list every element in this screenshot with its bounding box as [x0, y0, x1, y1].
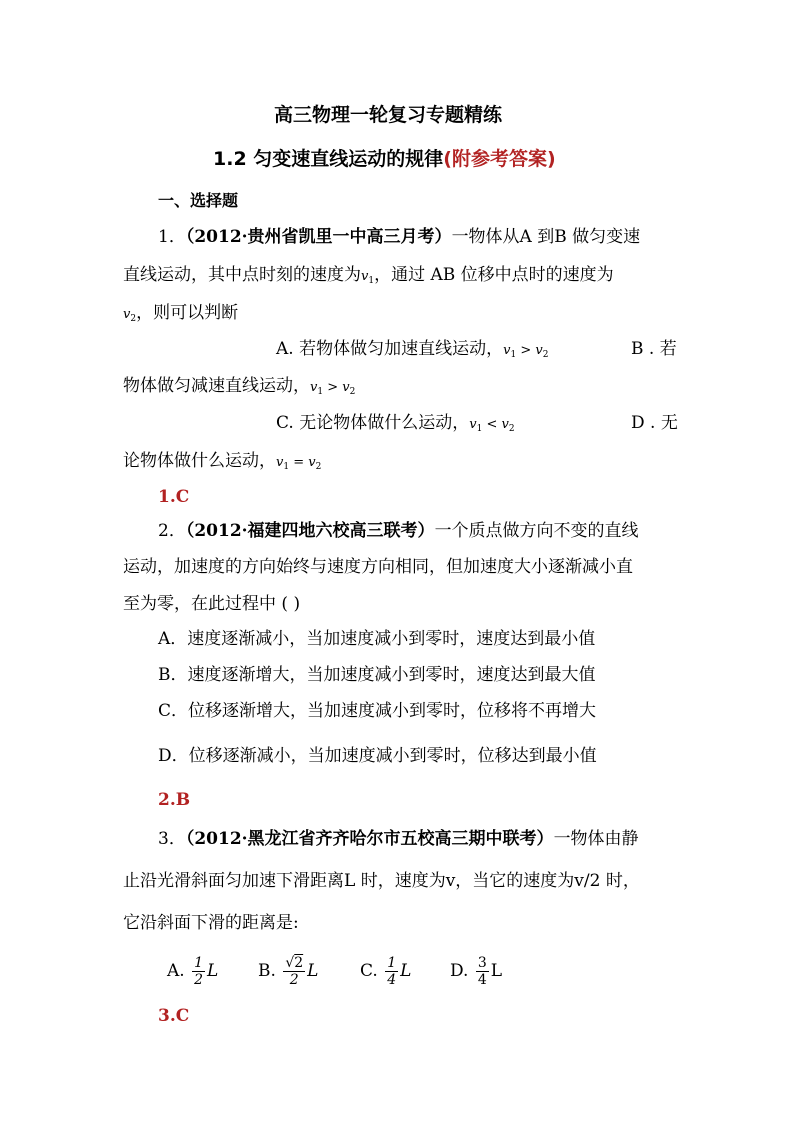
q3-line1: 3．（2012·黑龙江省齐齐哈尔市五校高三期中联考）一物体由静	[158, 829, 639, 849]
q2-line3: 至为零，在此过程中 ( )	[123, 594, 301, 614]
v2-symbol: $v_2$	[123, 307, 137, 324]
subtitle-main: 1.2 匀变速直线运动的规律	[213, 148, 444, 170]
q2-line1: 2．（2012·福建四地六校高三联考）一个质点做方向不变的直线	[158, 521, 639, 541]
q3-answer: 3.C	[158, 1006, 190, 1026]
q2-option-c: C．位移逐渐增大，当加速度减小到零时，位移将不再增大	[158, 701, 597, 721]
q3-option-a: A. $\frac{1}{2}$ L	[167, 955, 219, 988]
q1-line1: 1．（2012·贵州省凯里一中高三月考）一物体从A 到B 做匀变速	[158, 227, 641, 247]
q3-line2: 止沿光滑斜面匀加速下滑距离L 时，速度为v，当它的速度为v/2 时，	[123, 871, 640, 891]
q2-option-a: A．速度逐渐减小，当加速度减小到零时，速度达到最小值	[158, 629, 596, 649]
q1-line3: $v_2$，则可以判断	[123, 303, 239, 324]
q2-option-d: D．位移逐渐减小，当加速度减小到零时，位移达到最小值	[158, 746, 597, 766]
q3-line3: 它沿斜面下滑的距离是:	[123, 913, 299, 933]
q1-option-a: A. 若物体做匀加速直线运动，$v_1 > v_2$	[276, 339, 549, 360]
q2-line2: 运动，加速度的方向始终与速度方向相同，但加速度大小逐渐减小直	[123, 557, 633, 577]
q1-option-b-start: B . 若	[631, 339, 677, 359]
page-title: 高三物理一轮复习专题精练	[274, 104, 503, 126]
q1-answer: 1.C	[158, 487, 190, 507]
q3-option-d: D. $\frac{3}{4}$ L	[450, 955, 503, 988]
fraction-three-quarter: $\frac{3}{4}$	[477, 955, 487, 988]
q3-option-c: C. $\frac{1}{4}$ L	[360, 955, 412, 988]
fraction-quarter: $\frac{1}{4}$	[387, 955, 397, 988]
fraction-half: $\frac{1}{2}$	[194, 955, 204, 988]
q2-option-b: B．速度逐渐增大，当加速度减小到零时，速度达到最大值	[158, 665, 596, 685]
q1-option-d-end: 论物体做什么运动，$v_1 = v_2$	[123, 451, 322, 472]
q1-option-b-end: 物体做匀减速直线运动，$v_1 > v_2$	[123, 376, 356, 397]
q1-line2: 直线运动，其中点时刻的速度为$v_1$，通过 AB 位移中点时的速度为	[123, 265, 614, 286]
section-heading: 一、选择题	[158, 191, 239, 210]
v1-symbol: $v_1$	[361, 269, 375, 286]
fraction-root2-half: $\frac{√2}{2}$	[285, 955, 304, 988]
q1-option-c: C. 无论物体做什么运动，$v_1 < v_2$	[276, 413, 515, 434]
page-subtitle	[213, 148, 556, 170]
q3-option-b: B. $\frac{√2}{2}$ L	[258, 955, 319, 988]
subtitle-note: (附参考答案)	[443, 148, 556, 170]
q2-answer: 2.B	[158, 790, 191, 810]
q1-option-d-start: D . 无	[631, 413, 678, 433]
